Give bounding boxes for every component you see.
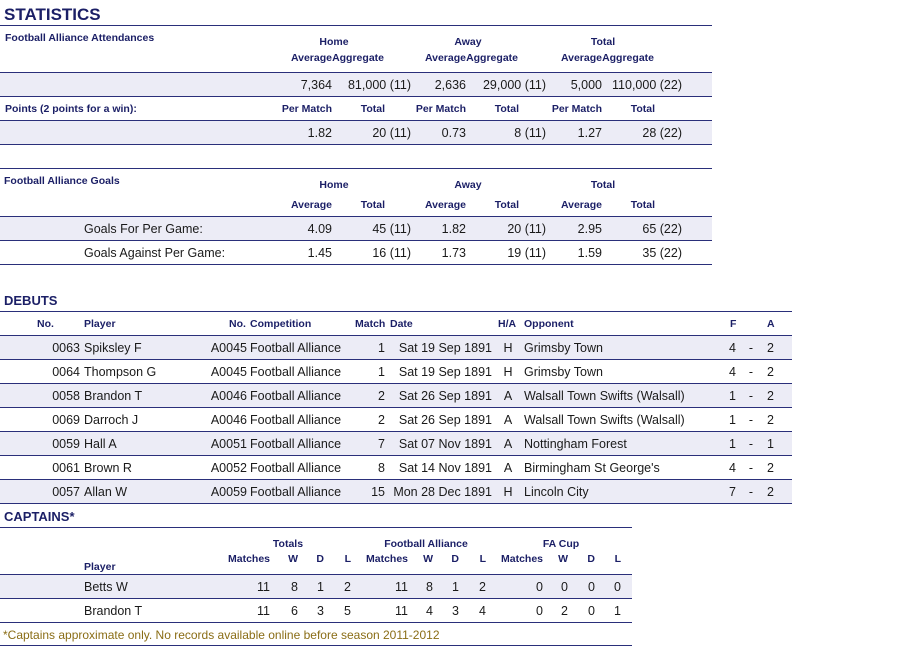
goals-value: 1.82	[441, 222, 466, 236]
debuts-header-opponent: Opponent	[524, 318, 574, 330]
debut-score-dash: -	[748, 365, 754, 379]
captains-title: CAPTAINS*	[4, 509, 75, 524]
debut-goals-for: 4	[729, 461, 736, 475]
divider	[0, 25, 712, 26]
debut-match-no: A0059	[210, 485, 247, 499]
captains-subhead: W	[288, 553, 298, 565]
debut-player: Darroch J	[84, 413, 139, 427]
captain-player: Betts W	[84, 580, 128, 594]
attendance-value: 7,364	[300, 78, 332, 92]
captains-note: *Captains approximate only. No records available online before season 2011-2012	[3, 628, 440, 642]
divider	[0, 527, 632, 528]
debut-match-no: A0052	[210, 461, 247, 475]
debut-player-no: 0061	[52, 461, 80, 475]
goals-subhead: Average	[424, 199, 466, 211]
captain-stat: 1	[317, 580, 324, 594]
goals-subhead: Average	[290, 199, 332, 211]
captains-subhead: L	[344, 553, 351, 565]
debut-date: Sat 26 Sep 1891	[398, 389, 492, 403]
attendances-group-total: Total	[590, 36, 616, 48]
goals-value: 4.09	[307, 222, 332, 236]
points-subhead: Per Match	[551, 103, 602, 115]
captain-stat: 11	[257, 580, 270, 594]
debut-goals-against: 2	[767, 389, 774, 403]
debut-opponent: Nottingham Forest	[524, 437, 627, 451]
captains-subhead: D	[587, 553, 595, 565]
debut-match-no: A0046	[210, 413, 247, 427]
captain-stat: 4	[426, 604, 433, 618]
debuts-header-player: Player	[84, 318, 116, 330]
captain-player: Brandon T	[84, 604, 143, 618]
points-subhead: Total	[360, 103, 385, 115]
debut-competition: Football Alliance	[250, 461, 342, 475]
points-label: Points (2 points for a win):	[5, 103, 137, 115]
debut-date: Mon 28 Dec 1891	[393, 485, 492, 499]
debuts-header-f: F	[730, 318, 737, 330]
goals-value: 20 (11)	[507, 222, 546, 236]
debut-match: 1	[378, 365, 385, 379]
goals-subhead: Total	[494, 199, 519, 211]
debut-date: Sat 14 Nov 1891	[398, 461, 492, 475]
debut-player-no: 0063	[52, 341, 80, 355]
points-subhead: Per Match	[281, 103, 332, 115]
debut-ha: A	[503, 413, 513, 427]
captain-stat: 6	[291, 604, 298, 618]
debut-ha: H	[503, 341, 513, 355]
attendances-subhead: Aggregate	[602, 52, 654, 64]
debut-goals-against: 2	[767, 485, 774, 499]
captains-subhead: Matches	[365, 553, 408, 565]
debut-match: 1	[378, 341, 385, 355]
goals-label: Football Alliance Goals	[4, 175, 120, 187]
debut-ha: A	[503, 437, 513, 451]
debut-player: Brown R	[84, 461, 132, 475]
debut-competition: Football Alliance	[250, 341, 342, 355]
captain-stat: 0	[536, 604, 543, 618]
divider	[0, 359, 792, 360]
debut-goals-for: 4	[729, 341, 736, 355]
captain-stat: 2	[479, 580, 486, 594]
points-value: 28 (22)	[642, 126, 682, 140]
captain-stat: 4	[479, 604, 486, 618]
points-value: 20 (11)	[372, 126, 411, 140]
goals-group-away: Away	[454, 179, 482, 191]
debut-goals-against: 2	[767, 365, 774, 379]
debut-score-dash: -	[748, 437, 754, 451]
divider	[0, 264, 712, 265]
debut-opponent: Birmingham St George's	[524, 461, 660, 475]
debut-match-no: A0046	[210, 389, 247, 403]
debut-competition: Football Alliance	[250, 413, 342, 427]
debut-opponent: Grimsby Town	[524, 365, 603, 379]
divider	[0, 622, 632, 623]
captain-stat: 1	[614, 604, 621, 618]
goals-row-label: Goals Against Per Game:	[84, 246, 226, 260]
attendance-value: 2,636	[434, 78, 466, 92]
captain-stat: 8	[426, 580, 433, 594]
captain-stat: 0	[614, 580, 621, 594]
debut-match: 2	[378, 413, 385, 427]
divider	[0, 240, 712, 241]
captain-stat: 8	[291, 580, 298, 594]
debut-match: 15	[371, 485, 385, 499]
debut-score-dash: -	[748, 341, 754, 355]
captain-stat: 11	[395, 604, 408, 618]
divider	[0, 311, 792, 312]
debut-score-dash: -	[748, 461, 754, 475]
debut-match-no: A0045	[210, 341, 247, 355]
goals-value: 1.73	[441, 246, 466, 260]
debut-goals-against: 1	[767, 437, 774, 451]
debut-match-no: A0051	[210, 437, 247, 451]
goals-group-home: Home	[319, 179, 349, 191]
captains-subhead: W	[423, 553, 433, 565]
debut-ha: A	[503, 389, 513, 403]
points-subhead: Total	[630, 103, 655, 115]
debut-goals-for: 1	[729, 389, 736, 403]
debuts-header-match-no: No.	[229, 318, 246, 330]
captain-stat: 1	[452, 580, 459, 594]
captains-subhead: L	[479, 553, 486, 565]
statistics-title: STATISTICS	[4, 5, 101, 24]
debut-ha: A	[503, 461, 513, 475]
captain-stat: 3	[452, 604, 459, 618]
debut-player: Thompson G	[84, 365, 157, 379]
goals-group-total: Total	[590, 179, 616, 191]
debuts-title: DEBUTS	[4, 293, 58, 308]
captains-subhead: Matches	[227, 553, 270, 565]
debut-match-no: A0045	[210, 365, 247, 379]
goals-value: 1.59	[577, 246, 602, 260]
debuts-header-a: A	[767, 318, 775, 330]
points-value: 1.27	[577, 126, 602, 140]
debut-opponent: Grimsby Town	[524, 341, 603, 355]
captain-stat: 0	[588, 580, 595, 594]
debut-opponent: Walsall Town Swifts (Walsall)	[524, 389, 685, 403]
debuts-header-ha: H/A	[498, 318, 517, 330]
debut-competition: Football Alliance	[250, 389, 342, 403]
debuts-header-match: Match	[355, 318, 386, 330]
debuts-header-date: Date	[390, 318, 413, 330]
debut-opponent: Walsall Town Swifts (Walsall)	[524, 413, 685, 427]
attendances-subhead: Average	[424, 52, 466, 64]
debut-goals-against: 2	[767, 461, 774, 475]
captains-subhead: W	[558, 553, 568, 565]
attendance-value: 5,000	[570, 78, 602, 92]
debut-goals-for: 7	[729, 485, 736, 499]
debut-player-no: 0057	[52, 485, 80, 499]
divider	[0, 407, 792, 408]
divider	[0, 455, 792, 456]
debut-match: 7	[378, 437, 385, 451]
debut-competition: Football Alliance	[250, 485, 342, 499]
divider	[0, 168, 712, 169]
divider	[0, 96, 712, 97]
points-subhead: Total	[494, 103, 519, 115]
captain-stat: 11	[395, 580, 408, 594]
debut-competition: Football Alliance	[250, 365, 342, 379]
goals-value: 2.95	[577, 222, 602, 236]
debut-goals-for: 1	[729, 437, 736, 451]
captains-group-facup: FA Cup	[542, 538, 580, 550]
divider	[0, 598, 632, 599]
captains-subhead: D	[316, 553, 324, 565]
captains-subhead: L	[614, 553, 621, 565]
goals-value: 19 (11)	[507, 246, 546, 260]
debut-goals-for: 4	[729, 365, 736, 379]
debut-score-dash: -	[748, 389, 754, 403]
debut-ha: H	[503, 365, 513, 379]
goals-row-label: Goals For Per Game:	[84, 222, 203, 236]
points-value: 8 (11)	[514, 126, 546, 140]
captains-group-alliance: Football Alliance	[384, 538, 468, 550]
debut-match: 8	[378, 461, 385, 475]
debut-competition: Football Alliance	[250, 437, 342, 451]
debut-score-dash: -	[748, 413, 754, 427]
debut-goals-against: 2	[767, 341, 774, 355]
debut-date: Sat 26 Sep 1891	[398, 413, 492, 427]
debut-goals-against: 2	[767, 413, 774, 427]
debut-player: Allan W	[84, 485, 128, 499]
attendance-value: 110,000 (22)	[612, 78, 682, 92]
attendances-subhead: Average	[290, 52, 332, 64]
points-value: 0.73	[441, 126, 466, 140]
captains-group-totals: Totals	[272, 538, 304, 550]
attendances-label: Football Alliance Attendances	[5, 32, 155, 44]
debut-player-no: 0064	[52, 365, 80, 379]
goals-value: 45 (11)	[372, 222, 411, 236]
debut-opponent: Lincoln City	[524, 485, 589, 499]
goals-subhead: Total	[630, 199, 655, 211]
captain-stat: 0	[561, 580, 568, 594]
attendances-subhead: Aggregate	[332, 52, 384, 64]
attendance-value: 29,000 (11)	[482, 78, 546, 92]
divider	[0, 503, 792, 504]
captain-stat: 0	[588, 604, 595, 618]
goals-value: 35 (22)	[642, 246, 682, 260]
attendances-group-away: Away	[454, 36, 482, 48]
debut-player: Hall A	[84, 437, 117, 451]
debut-date: Sat 19 Sep 1891	[398, 341, 492, 355]
points-subhead: Per Match	[415, 103, 466, 115]
attendances-subhead: Aggregate	[466, 52, 518, 64]
captain-stat: 2	[344, 580, 351, 594]
points-value: 1.82	[307, 126, 332, 140]
captain-stat: 5	[344, 604, 351, 618]
captain-stat: 3	[317, 604, 324, 618]
debut-goals-for: 1	[729, 413, 736, 427]
debut-player: Brandon T	[84, 389, 143, 403]
attendance-value: 81,000 (11)	[347, 78, 411, 92]
attendances-group-home: Home	[319, 36, 349, 48]
debut-player-no: 0069	[52, 413, 80, 427]
debuts-header-competition: Competition	[250, 318, 312, 330]
captains-subhead: D	[451, 553, 459, 565]
captains-header-player: Player	[84, 561, 116, 573]
debut-score-dash: -	[748, 485, 754, 499]
debuts-header-no: No.	[37, 318, 54, 330]
captains-subhead: Matches	[500, 553, 543, 565]
captain-stat: 11	[257, 604, 270, 618]
debut-player-no: 0058	[52, 389, 80, 403]
debut-player-no: 0059	[52, 437, 80, 451]
debut-date: Sat 19 Sep 1891	[398, 365, 492, 379]
attendances-subhead: Average	[560, 52, 602, 64]
debut-ha: H	[503, 485, 513, 499]
debut-player: Spiksley F	[84, 341, 142, 355]
goals-value: 65 (22)	[642, 222, 682, 236]
debut-date: Sat 07 Nov 1891	[398, 437, 492, 451]
goals-subhead: Average	[560, 199, 602, 211]
captain-stat: 2	[561, 604, 568, 618]
debut-match: 2	[378, 389, 385, 403]
divider	[0, 645, 632, 646]
goals-value: 16 (11)	[372, 246, 411, 260]
divider	[0, 144, 712, 145]
goals-subhead: Total	[360, 199, 385, 211]
captain-stat: 0	[536, 580, 543, 594]
goals-value: 1.45	[307, 246, 332, 260]
